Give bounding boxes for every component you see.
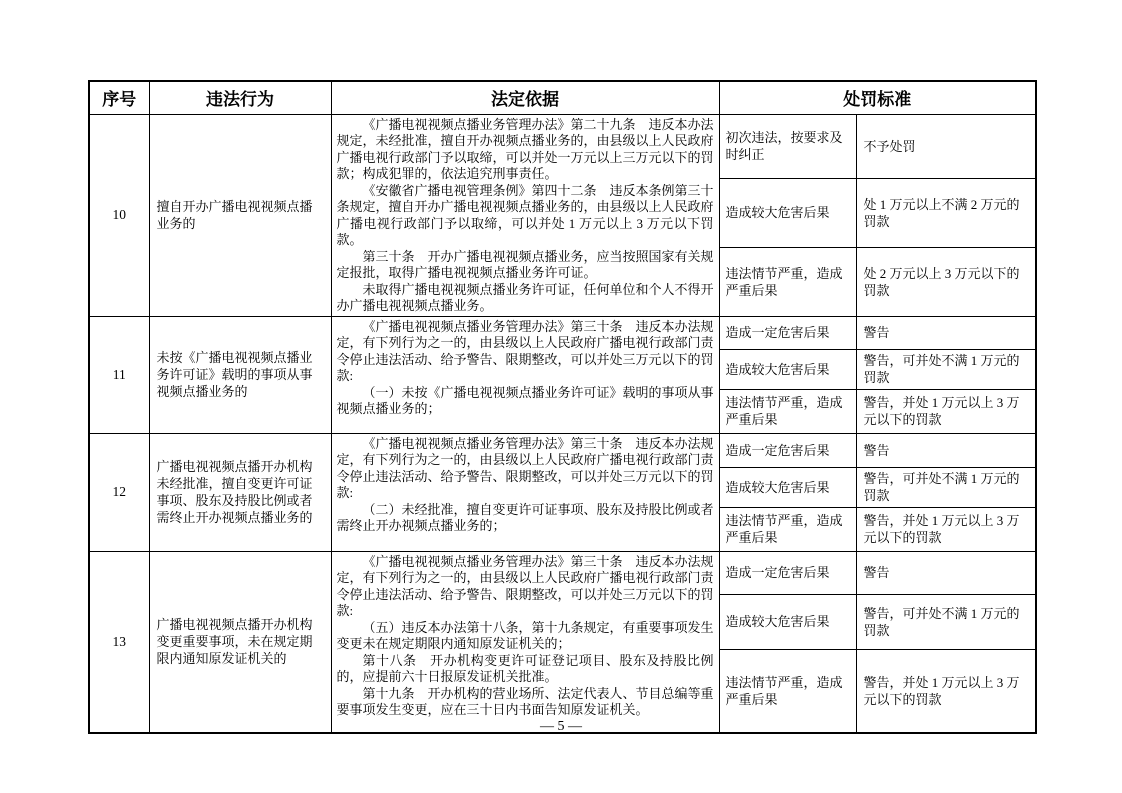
penalty-standard-cell: 警告，可并处不满 1 万元的罚款: [856, 467, 1036, 507]
penalty-condition-cell: 违法情节严重，造成严重后果: [719, 507, 856, 551]
row-number: 10: [89, 114, 149, 316]
table-row: [89, 551, 1036, 594]
behavior-cell: 擅自开办广播电视视频点播业务的: [149, 114, 331, 316]
behavior-cell: 广播电视视频点播开办机构未经批准，擅自变更许可证事项、股东及持股比例或者需终止开办视频点播业务的: [149, 433, 331, 551]
row-number: 11: [89, 316, 149, 433]
penalty-condition-cell: 造成较大危害后果: [719, 349, 856, 389]
header-legal-basis: 法定依据: [331, 81, 719, 114]
penalty-standard-cell: 警告: [856, 316, 1036, 349]
penalty-table: [88, 80, 1037, 734]
penalty-standard-cell: 处 2 万元以上 3 万元以下的罚款: [856, 247, 1036, 316]
page-number: — 5 —: [540, 719, 582, 734]
header-row: [89, 81, 1036, 114]
header-penalty-standard: 处罚标准: [719, 81, 1036, 114]
penalty-standard-cell: 警告，可并处不满 1 万元的罚款: [856, 349, 1036, 389]
penalty-condition-cell: 造成一定危害后果: [719, 551, 856, 594]
table-row: [89, 433, 1036, 467]
legal-paragraph: 第三十条 开办广播电视视频点播业务，应当按照国家有关规定报批，取得广播电视视频点播业务许可证。: [336, 248, 714, 280]
legal-paragraph: （一）未按《广播电视视频点播业务许可证》载明的事项从事视频点播业务的；: [336, 384, 714, 416]
row-number: 13: [89, 551, 149, 733]
behavior-cell: 未按《广播电视视频点播业务许可证》载明的事项从事视频点播业务的: [149, 316, 331, 433]
legal-basis-cell: [331, 316, 719, 433]
penalty-condition-cell: 造成较大危害后果: [719, 594, 856, 649]
penalty-standard-cell: 警告: [856, 433, 1036, 467]
table-row: [89, 114, 1036, 178]
legal-paragraph: （五）违反本办法第十八条，第十九条规定，有重要事项发生变更未在规定期限内通知原发证机关的；: [336, 619, 714, 651]
legal-basis-cell: [331, 433, 719, 551]
penalty-standard-cell: 不予处罚: [856, 114, 1036, 178]
legal-paragraph: 第十九条 开办机构的营业场所、法定代表人、节目总编等重要事项发生变更，应在三十日内书面告知原发证机关。: [336, 685, 714, 717]
penalty-standard-cell: 处 1 万元以上不满 2 万元的罚款: [856, 178, 1036, 247]
legal-paragraph: 《广播电视视频点播业务管理办法》第三十条 违反本办法规定，有下列行为之一的，由县级以上人民政府广播电视行政部门责令停止违法活动、给予警告、限期整改，可以并处三万元以下的罚款:: [336, 318, 714, 383]
penalty-condition-cell: 违法情节严重，造成严重后果: [719, 649, 856, 733]
header-serial-number: 序号: [89, 81, 149, 114]
legal-paragraph: 第十八条 开办机构变更许可证登记项目、股东及持股比例的，应提前六十日报原发证机关批准。: [336, 652, 714, 684]
legal-paragraph: 《广播电视视频点播业务管理办法》第三十条 违反本办法规定，有下列行为之一的，由县级以上人民政府广播电视行政部门责令停止违法活动、给予警告、限期整改，可以并处三万元以下的罚款:: [336, 435, 714, 500]
legal-paragraph: 未取得广播电视视频点播业务许可证，任何单位和个人不得开办广播电视视频点播业务。: [336, 281, 714, 313]
penalty-condition-cell: 造成一定危害后果: [719, 433, 856, 467]
penalty-condition-cell: 造成较大危害后果: [719, 178, 856, 247]
penalty-standard-cell: 警告，并处 1 万元以上 3 万元以下的罚款: [856, 507, 1036, 551]
legal-paragraph: （二）未经批准，擅自变更许可证事项、股东及持股比例或者需终止开办视频点播业务的；: [336, 501, 714, 533]
penalty-standard-cell: 警告，可并处不满 1 万元的罚款: [856, 594, 1036, 649]
behavior-cell: 广播电视视频点播开办机构变更重要事项，未在规定期限内通知原发证机关的: [149, 551, 331, 733]
row-number: 12: [89, 433, 149, 551]
penalty-condition-cell: 造成较大危害后果: [719, 467, 856, 507]
penalty-condition-cell: 违法情节严重，造成严重后果: [719, 389, 856, 433]
penalty-standard-cell: 警告: [856, 551, 1036, 594]
legal-paragraph: 《广播电视视频点播业务管理办法》第三十条 违反本办法规定，有下列行为之一的，由县级以上人民政府广播电视行政部门责令停止违法活动、给予警告、限期整改，可以并处三万元以下的罚款:: [336, 553, 714, 618]
penalty-condition-cell: 造成一定危害后果: [719, 316, 856, 349]
penalty-condition-cell: 违法情节严重，造成严重后果: [719, 247, 856, 316]
penalty-standard-cell: 警告，并处 1 万元以上 3 万元以下的罚款: [856, 389, 1036, 433]
penalty-condition-cell: 初次违法，按要求及时纠正: [719, 114, 856, 178]
table-row: [89, 316, 1036, 349]
table-body: [89, 114, 1036, 733]
legal-paragraph: 《广播电视视频点播业务管理办法》第二十九条 违反本办法规定，未经批准，擅自开办视频点播业务的，由县级以上人民政府广播电视行政部门予以取缔，可以并处一万元以上三万元以下的罚款；构成犯罪的，依法追究刑事责任。: [336, 116, 714, 181]
legal-basis-cell: [331, 551, 719, 733]
penalty-standard-cell: 警告，并处 1 万元以上 3 万元以下的罚款: [856, 649, 1036, 733]
legal-paragraph: 《安徽省广播电视管理条例》第四十二条 违反本条例第三十条规定，擅自开办广播电视视频点播业务的，由县级以上人民政府广播电视行政部门予以取缔，可以并处 1 万元以上 3 万元以下罚款。: [336, 182, 714, 247]
header-illegal-behavior: 违法行为: [149, 81, 331, 114]
legal-basis-cell: [331, 114, 719, 316]
